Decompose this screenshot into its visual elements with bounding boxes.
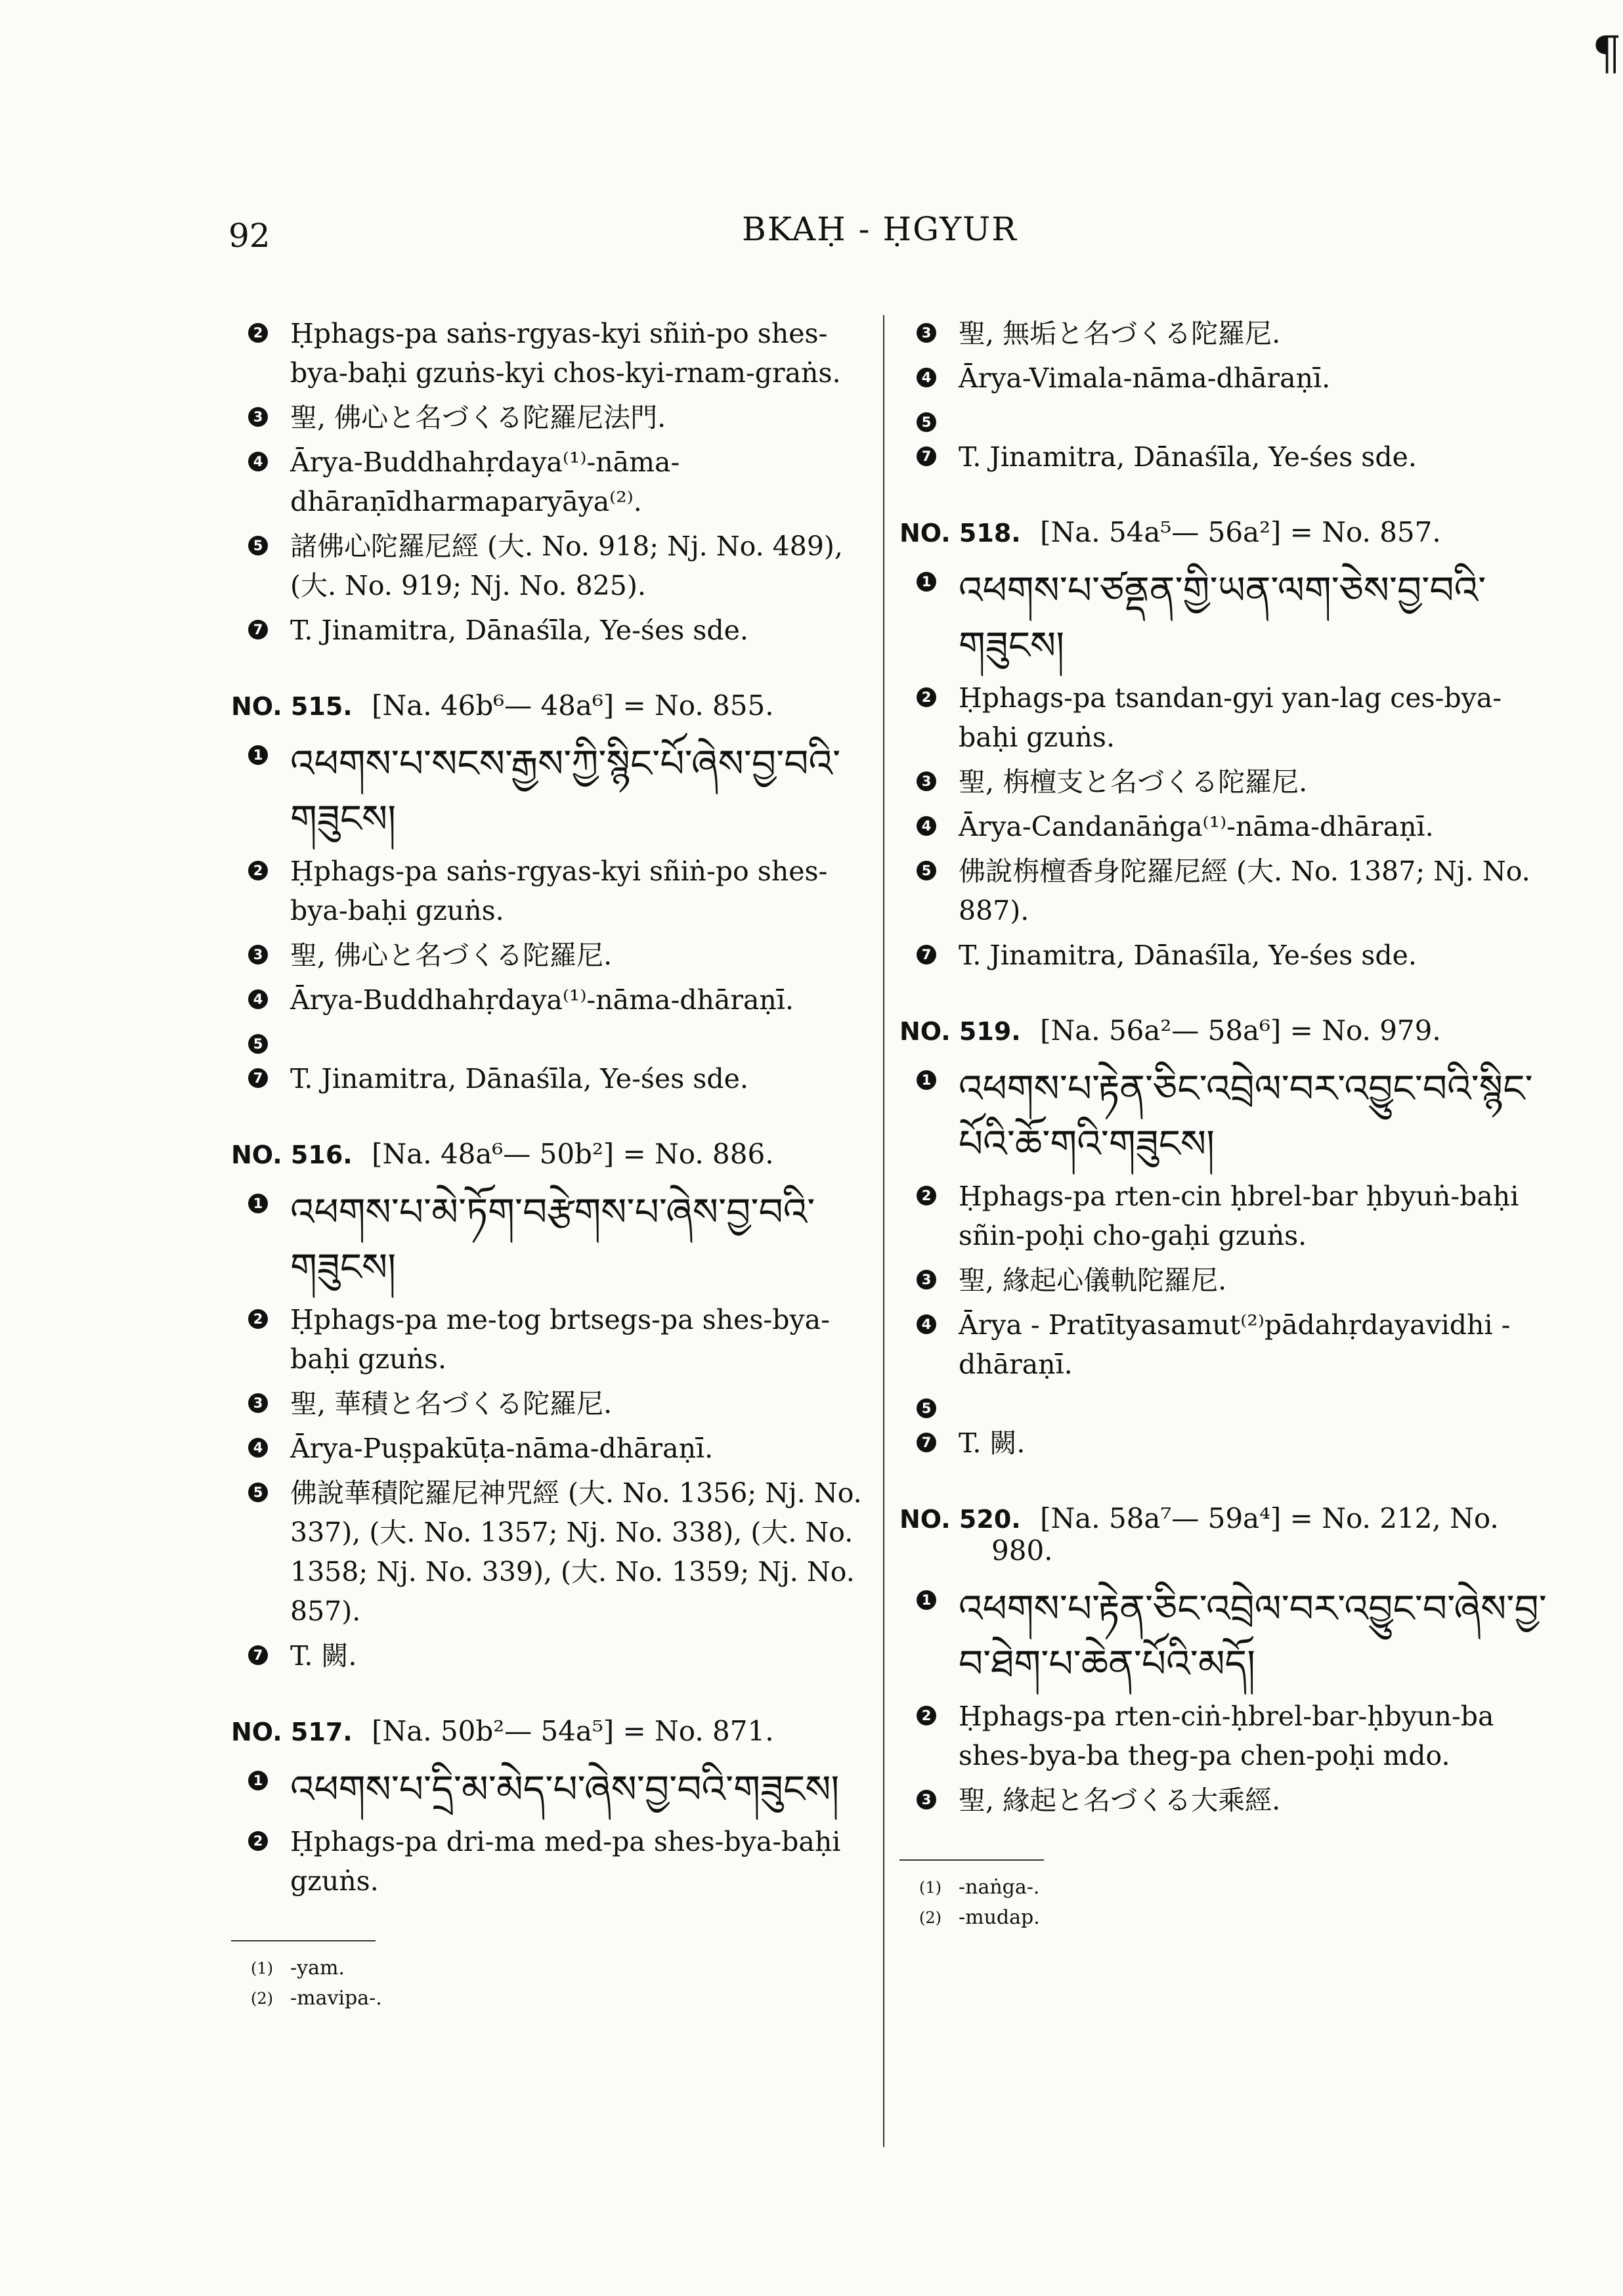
field-number-badge: 4 bbox=[917, 816, 936, 836]
field-line bbox=[231, 527, 881, 605]
field-number-badge: 4 bbox=[917, 1314, 936, 1334]
field-line bbox=[231, 1762, 881, 1817]
field-text: Ḥphags-pa tsandan-gyi yan-lag ces-bya-baḥi gzuṅs. bbox=[959, 682, 1502, 753]
entry-number: NO. 516. bbox=[231, 1140, 353, 1169]
field-text: Ārya-Buddhahṛdaya⁽¹⁾-nāma-dhāraṇī. bbox=[290, 984, 794, 1016]
entry-514-continued bbox=[231, 314, 881, 650]
field-number-badge: 7 bbox=[248, 1645, 268, 1665]
field-line bbox=[899, 1261, 1549, 1300]
field-line bbox=[899, 1389, 1549, 1418]
column-divider bbox=[883, 315, 884, 2147]
field-number-badge: 5 bbox=[917, 412, 936, 432]
field-number-badge: 5 bbox=[248, 536, 268, 555]
left-column bbox=[231, 309, 881, 2014]
entry-520-lines bbox=[899, 1581, 1549, 1820]
field-number-badge: 7 bbox=[248, 1068, 268, 1088]
field-line bbox=[899, 314, 1549, 353]
footnote bbox=[899, 1873, 1549, 1903]
entry-reference: [Na. 56a²— 58a⁶] = No. 979. bbox=[1040, 1014, 1441, 1047]
field-number-badge: 2 bbox=[248, 861, 268, 880]
field-text: 佛說華積陀羅尼神咒經 (大. No. 1356; Nj. No. 337), (大. No. 1357; Nj. No. 338), (大. No. 1358; Nj. No. 339), (大. No. 1359; Nj. No. 857). bbox=[290, 1477, 862, 1627]
field-number-badge: 4 bbox=[248, 989, 268, 1009]
field-text: Ḥphags-pa rten-ciṅ-ḥbrel-bar-ḥbyun-ba shes-bya-ba theg-pa chen-poḥi mdo. bbox=[959, 1700, 1494, 1771]
field-number-badge: 2 bbox=[917, 1186, 936, 1205]
footnote-text: -naṅga-. bbox=[959, 1876, 1040, 1899]
field-line bbox=[231, 1059, 881, 1098]
footnote-marker: (1) bbox=[251, 1959, 273, 1978]
field-line bbox=[899, 1061, 1549, 1171]
field-text: འཕགས་པ་དྲི་མ་མེད་པ་ཞེས་བྱ་བའི་གཟུངས། bbox=[290, 1767, 840, 1811]
field-line bbox=[231, 1025, 881, 1054]
field-number-badge: 5 bbox=[248, 1034, 268, 1054]
field-line bbox=[231, 1184, 881, 1295]
field-text: 聖, 華積と名づくる陀羅尼. bbox=[290, 1388, 613, 1419]
field-line bbox=[899, 1697, 1549, 1775]
field-number-badge: 7 bbox=[917, 945, 936, 964]
field-line bbox=[899, 852, 1549, 930]
field-line bbox=[899, 1177, 1549, 1255]
field-line bbox=[231, 852, 881, 930]
field-text: T. 闕. bbox=[290, 1640, 357, 1672]
running-header: BKAḤ - ḤGYUR bbox=[742, 210, 1018, 248]
footnote-marker: (2) bbox=[919, 1909, 941, 1927]
field-text: 聖, 栴檀支と名づくる陀羅尼. bbox=[959, 766, 1308, 798]
field-line bbox=[899, 1423, 1549, 1463]
field-line bbox=[231, 443, 881, 521]
field-number-badge: 4 bbox=[248, 452, 268, 471]
field-line bbox=[899, 762, 1549, 802]
page-number: 92 bbox=[228, 217, 270, 255]
field-number-badge: 3 bbox=[917, 1270, 936, 1289]
footnote-text: -mudap. bbox=[959, 1906, 1040, 1929]
field-number-badge: 2 bbox=[248, 1831, 268, 1851]
footnote bbox=[899, 1903, 1549, 1933]
field-text: Ārya-Buddhahṛdaya⁽¹⁾-nāma-dhāraṇīdharmaparyāya⁽²⁾. bbox=[290, 446, 680, 517]
field-number-badge: 1 bbox=[917, 572, 936, 592]
field-text: འཕགས་པ་རྟེན་ཅིང་འབྲེལ་བར་འབྱུང་བའི་སྙིང་པོའི་ཆོ་གའི་གཟུངས། bbox=[959, 1066, 1533, 1166]
entry-reference: [Na. 48a⁶— 50b²] = No. 886. bbox=[372, 1138, 774, 1170]
entry-reference-continued: 980. bbox=[991, 1534, 1053, 1567]
entry-519-lines bbox=[899, 1061, 1549, 1463]
field-line bbox=[231, 736, 881, 846]
field-number-badge: 3 bbox=[917, 1790, 936, 1809]
entry-number: NO. 519. bbox=[899, 1017, 1021, 1046]
field-text: Ḥphags-pa rten-cin ḥbrel-bar ḥbyuṅ-baḥi sñin-poḥi cho-gaḥi gzuṅs. bbox=[959, 1180, 1519, 1251]
entry-reference: [Na. 58a⁷— 59a⁴] = No. 212, No. bbox=[1040, 1502, 1499, 1534]
field-number-badge: 2 bbox=[917, 687, 936, 707]
field-line bbox=[899, 437, 1549, 477]
field-line bbox=[231, 980, 881, 1020]
field-line bbox=[231, 1429, 881, 1468]
field-text: འཕགས་པ་ཙནྡན་གྱི་ཡན་ལག་ཅེས་བྱ་བའི་གཟུངས། bbox=[959, 568, 1486, 668]
field-text: T. Jinamitra, Dānaśīla, Ye-śes sde. bbox=[290, 615, 748, 646]
field-number-badge: 7 bbox=[917, 1433, 936, 1452]
field-line bbox=[899, 936, 1549, 975]
field-number-badge: 4 bbox=[917, 368, 936, 387]
field-line bbox=[899, 1305, 1549, 1384]
field-number-badge: 2 bbox=[248, 1309, 268, 1329]
field-number-badge: 5 bbox=[917, 861, 936, 880]
entry-reference: [Na. 54a⁵— 56a²] = No. 857. bbox=[1040, 516, 1441, 548]
entry-reference: [Na. 50b²— 54a⁵] = No. 871. bbox=[372, 1715, 774, 1747]
entry-number: NO. 518. bbox=[899, 519, 1021, 548]
field-number-badge: 1 bbox=[248, 1194, 268, 1213]
field-number-badge: 4 bbox=[248, 1438, 268, 1458]
entry-number: NO. 517. bbox=[231, 1718, 353, 1746]
right-column bbox=[899, 309, 1549, 1933]
field-number-badge: 7 bbox=[248, 620, 268, 639]
field-number-badge: 3 bbox=[248, 945, 268, 964]
field-number-badge: 1 bbox=[248, 1771, 268, 1790]
entry-518-heading bbox=[899, 516, 1549, 548]
field-text: 佛說栴檀香身陀羅尼經 (大. No. 1387; Nj. No. 887). bbox=[959, 856, 1530, 926]
entry-519-heading bbox=[899, 1014, 1549, 1047]
entry-515-heading bbox=[231, 689, 881, 722]
field-line bbox=[231, 1822, 881, 1901]
field-text: འཕགས་པ་མེ་ཏོག་བརྩེགས་པ་ཞེས་བྱ་བའི་གཟུངས། bbox=[290, 1190, 815, 1289]
field-text: T. Jinamitra, Dānaśīla, Ye-śes sde. bbox=[959, 441, 1417, 473]
field-number-badge: 5 bbox=[917, 1398, 936, 1418]
field-line bbox=[231, 1300, 881, 1379]
footnote bbox=[231, 1953, 881, 1983]
entry-518-lines bbox=[899, 563, 1549, 975]
field-line bbox=[231, 314, 881, 393]
edge-mark: ¶ bbox=[1592, 26, 1622, 80]
left-footnotes bbox=[231, 1953, 881, 2014]
field-text: Ḥphags-pa saṅs-rgyas-kyi sñiṅ-po shes-bya-baḥi gzuṅs-kyi chos-kyi-rnam-graṅs. bbox=[290, 318, 841, 389]
field-number-badge: 3 bbox=[917, 771, 936, 791]
field-number-badge: 5 bbox=[248, 1483, 268, 1502]
field-line bbox=[899, 403, 1549, 432]
field-number-badge: 1 bbox=[248, 745, 268, 765]
footnote-text: -yam. bbox=[290, 1957, 345, 1980]
entry-517-lines bbox=[231, 1762, 881, 1901]
entry-516-lines bbox=[231, 1184, 881, 1676]
field-line bbox=[231, 936, 881, 975]
field-text: Ḥphags-pa dri-ma med-pa shes-bya-baḥi gzuṅs. bbox=[290, 1826, 841, 1897]
field-number-badge: 2 bbox=[917, 1706, 936, 1725]
field-text: Ḥphags-pa saṅs-rgyas-kyi sñiṅ-po shes-bya-baḥi gzuṅs. bbox=[290, 856, 828, 926]
field-line bbox=[231, 398, 881, 437]
field-text: T. 闕. bbox=[959, 1427, 1026, 1459]
field-line bbox=[899, 358, 1549, 398]
field-text: 聖, 佛心と名づくる陀羅尼. bbox=[290, 940, 613, 971]
footnote-marker: (2) bbox=[251, 1989, 273, 2008]
field-line bbox=[899, 807, 1549, 846]
entry-517-heading bbox=[231, 1715, 881, 1747]
field-text: 聖, 佛心と名づくる陀羅尼法門. bbox=[290, 402, 666, 433]
entry-517-continued bbox=[899, 314, 1549, 477]
footnote-text: -mavipa-. bbox=[290, 1987, 382, 2010]
field-text: Ārya-Candanāṅga⁽¹⁾-nāma-dhāraṇī. bbox=[959, 811, 1434, 842]
footnote bbox=[231, 1983, 881, 2014]
entry-reference: [Na. 46b⁶— 48a⁶] = No. 855. bbox=[372, 689, 774, 722]
field-text: འཕགས་པ་སངས་རྒྱས་ཀྱི་སྙིང་པོ་ཞེས་བྱ་བའི་གཟུངས། bbox=[290, 741, 841, 841]
entry-515-lines bbox=[231, 736, 881, 1098]
field-line bbox=[231, 1473, 881, 1631]
field-text: T. Jinamitra, Dānaśīla, Ye-śes sde. bbox=[959, 940, 1417, 971]
field-line bbox=[899, 1781, 1549, 1820]
field-line bbox=[899, 563, 1549, 673]
field-number-badge: 3 bbox=[248, 407, 268, 427]
field-text: T. Jinamitra, Dānaśīla, Ye-śes sde. bbox=[290, 1063, 748, 1094]
field-number-badge: 7 bbox=[917, 446, 936, 466]
entry-number: NO. 520. bbox=[899, 1505, 1021, 1534]
entry-number: NO. 515. bbox=[231, 692, 353, 721]
footnote-rule bbox=[231, 1940, 376, 1941]
field-text: Ārya - Pratītyasamut⁽²⁾pādahṛdayavidhi - dhāraṇī. bbox=[959, 1309, 1511, 1380]
field-text: འཕགས་པ་རྟེན་ཅིང་འབྲེལ་བར་འབྱུང་བ་ཞེས་བྱ་བ་ཐེག་པ་ཆེན་པོའི་མདོ། bbox=[959, 1586, 1547, 1686]
right-footnotes bbox=[899, 1873, 1549, 1933]
field-line bbox=[231, 1384, 881, 1423]
field-text: Ḥphags-pa me-tog brtsegs-pa shes-bya-baḥi gzuṅs. bbox=[290, 1304, 830, 1375]
field-text: 聖, 無垢と名づくる陀羅尼. bbox=[959, 318, 1281, 349]
entry-516-heading bbox=[231, 1138, 881, 1170]
field-text: Ārya-Puṣpakūṭa-nāma-dhāraṇī. bbox=[290, 1433, 714, 1464]
footnote-rule bbox=[899, 1859, 1044, 1861]
footnote-marker: (1) bbox=[919, 1878, 941, 1897]
entry-520-heading bbox=[899, 1502, 1549, 1567]
field-number-badge: 1 bbox=[917, 1070, 936, 1090]
field-number-badge: 3 bbox=[248, 1393, 268, 1413]
field-line bbox=[899, 1581, 1549, 1691]
field-number-badge: 3 bbox=[917, 323, 936, 343]
field-number-badge: 1 bbox=[917, 1590, 936, 1610]
field-text: Ārya-Vimala-nāma-dhāraṇī. bbox=[959, 362, 1331, 394]
field-line bbox=[899, 678, 1549, 757]
field-line bbox=[231, 1636, 881, 1676]
field-text: 諸佛心陀羅尼經 (大. No. 918; Nj. No. 489), (大. No. 919; Nj. No. 825). bbox=[290, 531, 843, 601]
field-text: 聖, 緣起心儀軌陀羅尼. bbox=[959, 1265, 1227, 1296]
field-text: 聖, 緣起と名づくる大乘經. bbox=[959, 1785, 1281, 1816]
field-number-badge: 2 bbox=[248, 323, 268, 343]
field-line bbox=[231, 611, 881, 650]
